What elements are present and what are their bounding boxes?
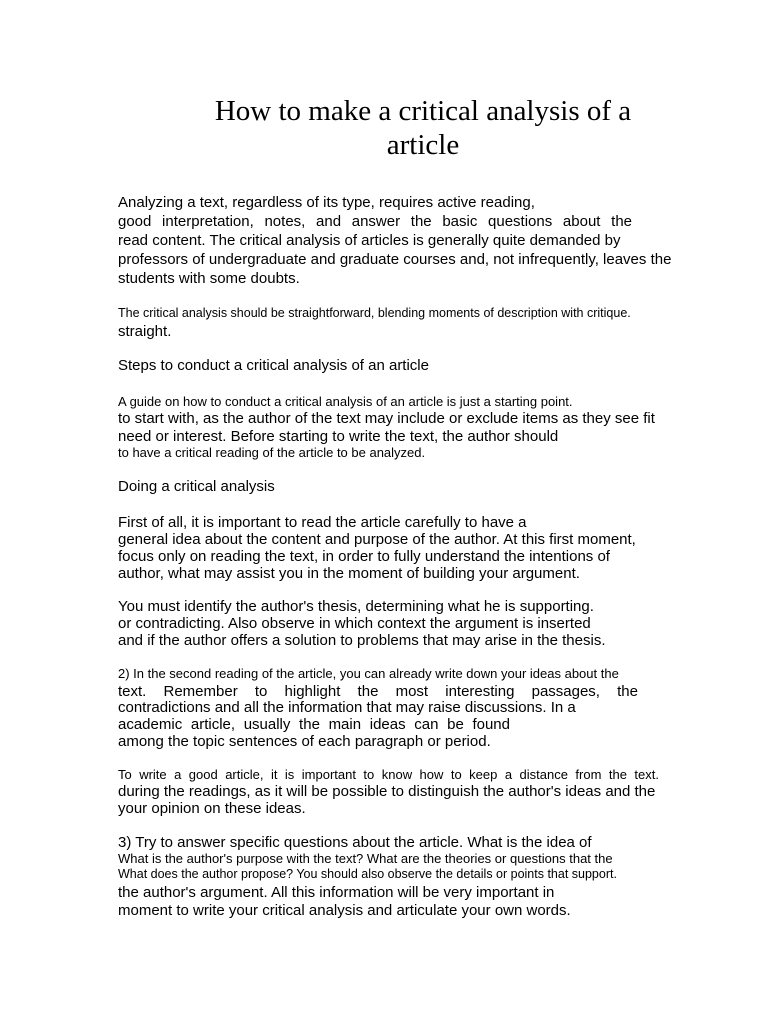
page-title bbox=[118, 94, 728, 162]
text-line: academic article, usually the main ideas can be found bbox=[118, 716, 510, 733]
text-line: read content. The critical analysis of articles is generally quite demanded by bbox=[118, 232, 621, 249]
text-line: and if the author offers a solution to problems that may arise in the thesis. bbox=[118, 632, 606, 649]
text-line: The critical analysis should be straightforward, blending moments of description with critique. bbox=[118, 306, 631, 320]
text-line: Analyzing a text, regardless of its type, requires active reading, bbox=[118, 194, 535, 211]
text-line: What does the author propose? You should also observe the details or points that support. bbox=[118, 867, 617, 881]
text-line: to start with, as the author of the text may include or exclude items as they see fit bbox=[118, 410, 655, 427]
text-line: professors of undergraduate and graduate courses and, not infrequently, leaves the bbox=[118, 251, 672, 268]
text-line: What is the author's purpose with the text? What are the theories or questions that the bbox=[118, 851, 613, 866]
text-line: First of all, it is important to read the article carefully to have a bbox=[118, 514, 527, 531]
text-line: contradictions and all the information that may raise discussions. In a bbox=[118, 699, 576, 716]
text-line: the author's argument. All this information will be very important in bbox=[118, 884, 555, 901]
title-line-2: article bbox=[386, 129, 460, 161]
text-line: students with some doubts. bbox=[118, 270, 300, 287]
text-line: need or interest. Before starting to write the text, the author should bbox=[118, 428, 559, 445]
text-line: 3) Try to answer specific questions about the article. What is the idea of bbox=[118, 834, 592, 851]
text-line: or contradicting. Also observe in which context the argument is inserted bbox=[118, 615, 591, 632]
text-line: good interpretation, notes, and answer the basic questions about the bbox=[118, 213, 632, 230]
text-line: among the topic sentences of each paragraph or period. bbox=[118, 733, 491, 750]
text-line: author, what may assist you in the moment of building your argument. bbox=[118, 565, 580, 582]
title-line-1: How to make a critical analysis of a bbox=[214, 95, 632, 127]
text-line: To write a good article, it is important to know how to keep a distance from the text. bbox=[118, 767, 659, 782]
text-line: straight. bbox=[118, 323, 172, 340]
text-line: to have a critical reading of the article to be analyzed. bbox=[118, 445, 426, 460]
text-line: your opinion on these ideas. bbox=[118, 800, 306, 817]
text-line: moment to write your critical analysis and articulate your own words. bbox=[118, 902, 571, 919]
text-line: A guide on how to conduct a critical analysis of an article is just a starting point. bbox=[118, 394, 573, 409]
section-heading-steps: Steps to conduct a critical analysis of an article bbox=[118, 357, 429, 374]
section-heading-doing: Doing a critical analysis bbox=[118, 478, 275, 495]
text-line: text. Remember to highlight the most interesting passages, the bbox=[118, 683, 638, 700]
text-line: 2) In the second reading of the article, you can already write down your ideas about the bbox=[118, 666, 619, 681]
text-line: general idea about the content and purpose of the author. At this first moment, bbox=[118, 531, 636, 548]
text-line: focus only on reading the text, in order to fully understand the intentions of bbox=[118, 548, 610, 565]
text-line: during the readings, as it will be possible to distinguish the author's ideas and the bbox=[118, 783, 656, 800]
text-line: You must identify the author's thesis, determining what he is supporting. bbox=[118, 598, 594, 615]
